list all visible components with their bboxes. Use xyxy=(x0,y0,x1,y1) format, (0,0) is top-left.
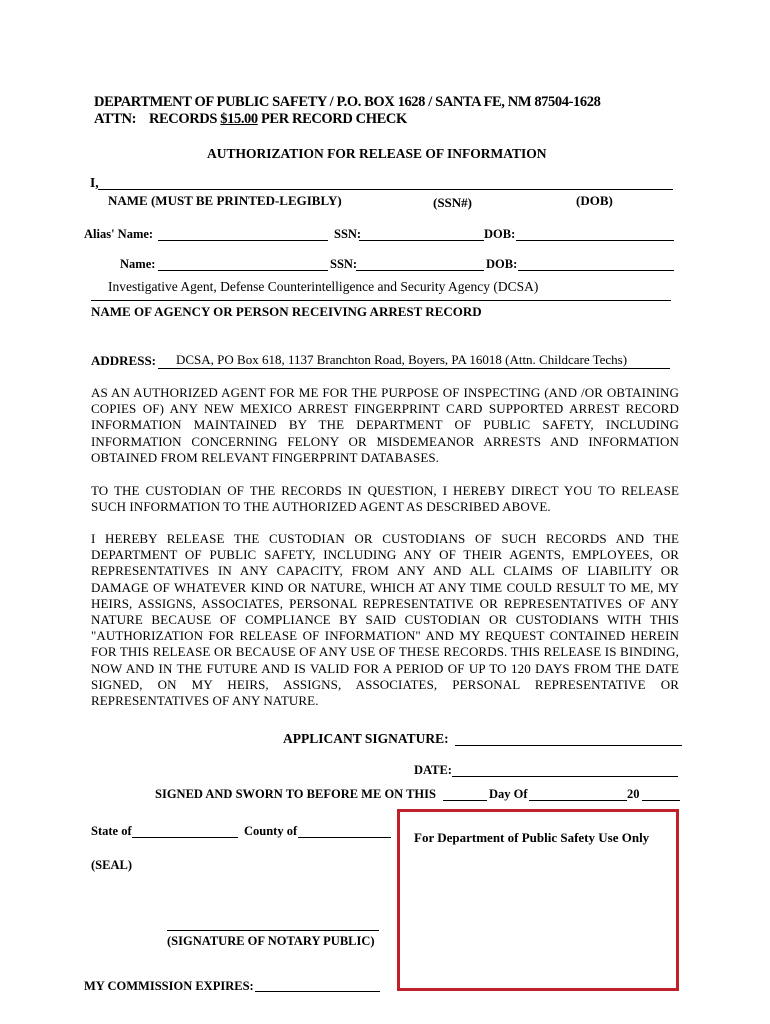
attn-prefix: ATTN: RECORDS xyxy=(94,111,221,127)
sworn-year-field[interactable] xyxy=(642,800,680,801)
year-prefix: 20 xyxy=(627,787,640,801)
sworn-day-field[interactable] xyxy=(443,800,487,801)
name-caption: NAME (MUST BE PRINTED-LEGIBLY) xyxy=(108,193,342,208)
direction-paragraph: TO THE CUSTODIAN OF THE RECORDS IN QUESTION, I HEREBY DIRECT YOU TO RELEASE SUCH INFORMATION TO THE AUTHORIZED AGENT AS DESCRIBED ABOVE. xyxy=(91,483,679,515)
release-paragraph: I HEREBY RELEASE THE CUSTODIAN OR CUSTODIANS OF SUCH RECORDS AND THE DEPARTMENT OF PUBLIC SAFETY, INCLUDING ANY OF THEIR AGENTS, EMPLOYEES, OR REPRESENTATIVES IN ANY CAPACITY, FROM ANY AND ALL CLAIMS OF LIABILITY OR DAMAGE OF WHATEVER KIND OR NATURE, WHICH AT ANY TIME COULD RESULT TO ME, MY HEIRS, ASSIGNS, ASSOCIATES, PERSONAL REPRESENTATIVE OR REPRESENTATIVES OF ANY NATURE BECAUSE OF COMPLIANCE BY SAID CUSTODIAN OR CUSTODIANS WITH THIS "AUTHORIZATION FOR RELEASE OF INFORMATION" AND MY REQUEST CONTAINED HEREIN FOR THIS RELEASE OR BECAUSE OF ANY USE OF THESE RECORDS. THIS RELEASE IS BINDING, NOW AND IN THE FUTURE AND IS VALID FOR A PERIOD OF UP TO 120 DAYS FROM THE DATE SIGNED, ON MY HEIRS, ASSIGNS, ASSOCIATES, PERSONAL REPRESENTATIVE OR REPRESENTATIVES OF ANY NATURE. xyxy=(91,531,679,709)
date-label: DATE: xyxy=(414,763,452,777)
header-attn-line xyxy=(94,111,407,128)
address-value: DCSA, PO Box 618, 1137 Branchton Road, Boyers, PA 16018 (Attn. Childcare Techs) xyxy=(176,352,628,367)
commission-expires-field[interactable] xyxy=(255,991,380,992)
dps-use-only-box xyxy=(397,809,679,991)
notary-signature-field[interactable] xyxy=(167,930,379,931)
attn-suffix: PER RECORD CHECK xyxy=(257,111,407,127)
seal-label: (SEAL) xyxy=(91,858,132,872)
applicant-line[interactable] xyxy=(98,189,673,190)
sworn-label: SIGNED AND SWORN TO BEFORE ME ON THIS xyxy=(155,787,436,801)
address-label: ADDRESS: xyxy=(91,353,157,368)
applicant-signature-field[interactable] xyxy=(455,745,682,746)
county-label: County of xyxy=(244,824,298,838)
agency-caption: NAME OF AGENCY OR PERSON RECEIVING ARREST RECORD xyxy=(91,304,482,319)
state-field[interactable] xyxy=(132,837,238,838)
alias-dob-field[interactable] xyxy=(516,240,674,241)
state-label: State of xyxy=(91,824,132,838)
name-dob-label: DOB: xyxy=(486,257,518,271)
agency-line[interactable] xyxy=(91,300,671,301)
alias-ssn-field[interactable] xyxy=(359,240,484,241)
name-dob-field[interactable] xyxy=(518,270,674,271)
form-title: AUTHORIZATION FOR RELEASE OF INFORMATION xyxy=(207,146,547,161)
dps-use-only-label: For Department of Public Safety Use Only xyxy=(414,830,650,845)
alias-ssn-label: SSN: xyxy=(334,227,362,241)
alias-dob-label: DOB: xyxy=(484,227,516,241)
day-of-label: Day Of xyxy=(489,787,528,801)
name-ssn-field[interactable] xyxy=(356,270,484,271)
header-address-line: DEPARTMENT OF PUBLIC SAFETY / P.O. BOX 1628 / SANTA FE, NM 87504-1628 xyxy=(94,94,601,110)
address-line[interactable] xyxy=(158,368,670,369)
alias-name-label: Alias' Name: xyxy=(84,227,154,241)
commission-expires-label: MY COMMISSION EXPIRES: xyxy=(84,979,254,993)
name-label: Name: xyxy=(120,257,156,271)
i-label: I, xyxy=(90,175,99,190)
notary-signature-caption: (SIGNATURE OF NOTARY PUBLIC) xyxy=(167,934,375,948)
dob-caption: (DOB) xyxy=(576,193,613,208)
name-ssn-label: SSN: xyxy=(330,257,358,271)
ssn-caption: (SSN#) xyxy=(433,195,473,210)
date-field[interactable] xyxy=(452,776,678,777)
name-field[interactable] xyxy=(158,270,328,271)
agency-value: Investigative Agent, Defense Counterintelligence and Security Agency (DCSA) xyxy=(108,279,539,294)
county-field[interactable] xyxy=(298,837,391,838)
authorization-paragraph: AS AN AUTHORIZED AGENT FOR ME FOR THE PURPOSE OF INSPECTING (AND /OR OBTAINING COPIES OF) ANY NEW MEXICO ARREST FINGERPRINT CARD SUPPORTED ARREST RECORD INFORMATION MAINTAINED BY THE DEPARTMENT OF PUBLIC SAFETY, INCLUDING INFORMATION CONCERNING FELONY OR MISDEMEANOR ARRESTS AND INFORMATION OBTAINED FROM RELEVANT FINGERPRINT DATABASES. xyxy=(91,385,679,465)
alias-name-field[interactable] xyxy=(158,240,328,241)
applicant-signature-label: APPLICANT SIGNATURE: xyxy=(283,731,449,746)
record-price: $15.00 xyxy=(220,111,258,127)
sworn-month-field[interactable] xyxy=(529,800,627,801)
